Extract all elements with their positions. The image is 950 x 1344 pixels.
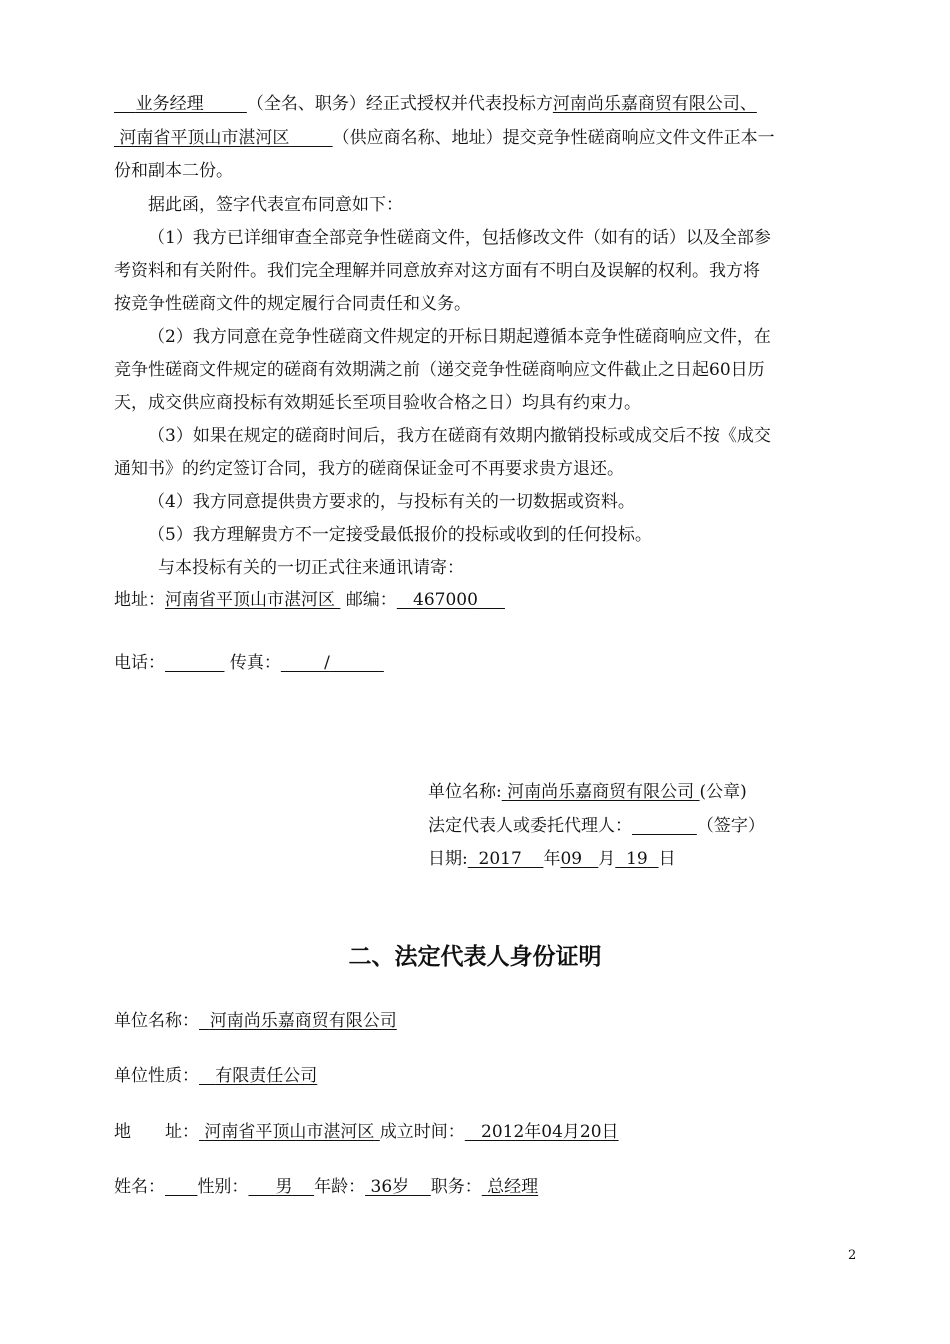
bidder-address: 河南省平顶山市湛河区 bbox=[119, 128, 290, 148]
signature-blank bbox=[632, 816, 697, 836]
copies-line: 份和副本二份。 bbox=[114, 161, 233, 181]
signature-unit-line: 单位名称: 河南尚乐嘉商贸有限公司 (公章) bbox=[428, 782, 747, 802]
s2-founded-date: 2012年04月20日 bbox=[481, 1122, 619, 1142]
clause-1-line-c: 按竞争性磋商文件的规定履行合同责任和义务。 bbox=[114, 294, 471, 314]
s2-unit-line: 单位名称： 河南尚乐嘉商贸有限公司 bbox=[114, 1011, 397, 1031]
postcode: 467000 bbox=[413, 590, 478, 610]
agent-title: 业务经理 bbox=[135, 94, 204, 114]
s2-nature-line: 单位性质： 有限责任公司 bbox=[114, 1066, 318, 1086]
declaration-intro: 据此函，签字代表宣布同意如下： bbox=[148, 195, 403, 215]
s2-gender: 男 bbox=[275, 1177, 293, 1197]
s2-name-blank bbox=[165, 1177, 197, 1197]
s2-person-line: 姓名： 性别： 男 年龄： 36岁 职务： 总经理 bbox=[114, 1177, 539, 1197]
phone-blank bbox=[165, 653, 224, 673]
clause-2-line-c: 天，成交供应商投标有效期延长至项目验收合格之日）均具有约束力。 bbox=[114, 393, 641, 413]
contact-address: 河南省平顶山市湛河区 bbox=[165, 590, 335, 610]
bidder-address-line: 河南省平顶山市湛河区 （供应商名称、地址）提交竞争性磋商响应文件文件正本一 bbox=[119, 128, 775, 148]
agent-line: 业务经理 （全名、职务）经正式授权并代表投标方河南尚乐嘉商贸有限公司、 bbox=[135, 94, 757, 114]
s2-nature: 有限责任公司 bbox=[215, 1066, 318, 1086]
clause-5: （5）我方理解贵方不一定接受最低报价的投标或收到的任何投标。 bbox=[148, 525, 652, 545]
bidder-company: 河南尚乐嘉商贸有限公司、 bbox=[552, 94, 757, 114]
signature-unit-name: 河南尚乐嘉商贸有限公司 bbox=[507, 782, 695, 802]
clause-3-line-b: 通知书》的约定签订合同，我方的磋商保证金可不再要求贵方退还。 bbox=[114, 459, 624, 479]
clause-2-line-b: 竞争性磋商文件规定的磋商有效期满之前（递交竞争性磋商响应文件截止之日起60日历 bbox=[114, 360, 765, 380]
phone-fax-line: 电话： 传真： / bbox=[114, 653, 330, 673]
date-month: 09 bbox=[560, 849, 583, 869]
signature-date-line: 日期: 2017 年09 月 19 日 bbox=[428, 849, 676, 869]
address-postcode-line: 地址：河南省平顶山市湛河区 邮编： 467000 bbox=[114, 590, 478, 610]
clause-1-line-a: （1）我方已详细审查全部竞争性磋商文件，包括修改文件（如有的话）以及全部参 bbox=[148, 228, 771, 248]
s2-address-line: 地 址： 河南省平顶山市湛河区 成立时间： 2012年04月20日 bbox=[114, 1122, 619, 1142]
fax-value: / bbox=[324, 653, 330, 673]
representative-line: 法定代表人或委托代理人： （签字） bbox=[428, 816, 765, 836]
section-title: 二、法定代表人身份证明 bbox=[348, 944, 602, 970]
s2-age: 36岁 bbox=[370, 1177, 410, 1197]
clause-3-line-a: （3）如果在规定的磋商时间后，我方在磋商有效期内撤销投标或成交后不按《成交 bbox=[148, 426, 771, 446]
clause-2-line-a: （2）我方同意在竞争性磋商文件规定的开标日期起遵循本竞争性磋商响应文件，在 bbox=[148, 327, 771, 347]
s2-address: 河南省平顶山市湛河区 bbox=[204, 1122, 375, 1142]
s2-position: 总经理 bbox=[487, 1177, 539, 1197]
s2-unit-name: 河南尚乐嘉商贸有限公司 bbox=[209, 1011, 397, 1031]
date-year: 2017 bbox=[478, 849, 522, 869]
clause-1-line-b: 考资料和有关附件。我们完全理解并同意放弃对这方面有不明白及误解的权利。我方将 bbox=[114, 261, 760, 281]
contact-intro: 与本投标有关的一切正式往来通讯请寄： bbox=[158, 558, 464, 578]
clause-4: （4）我方同意提供贵方要求的，与投标有关的一切数据或资料。 bbox=[148, 492, 635, 512]
date-day: 19 bbox=[626, 849, 648, 869]
page-number: 2 bbox=[848, 1248, 857, 1263]
